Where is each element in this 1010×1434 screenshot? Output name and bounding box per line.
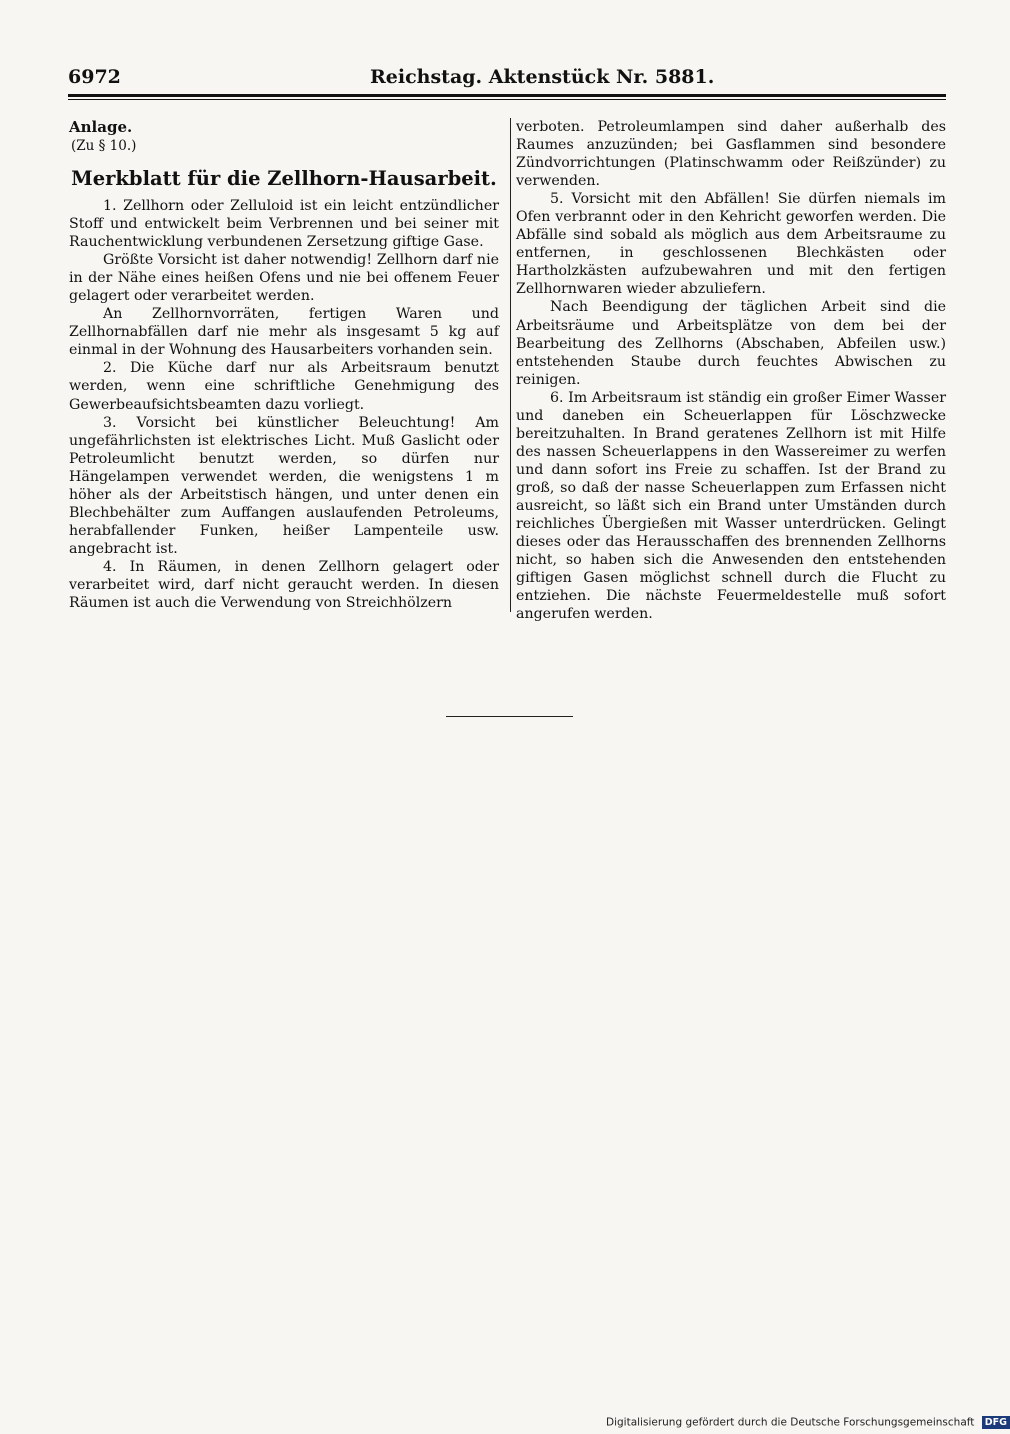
anlage-label: Anlage. [69,118,133,136]
paragraph: 6. Im Arbeitsraum ist ständig ein großer Eimer Wasser und daneben ein Scheuerlappen für Löschzwecke bereitzuhalten. In Brand geratenes Zellhorn ist mit Hilfe des nassen Scheuerlappens in den Wassereimer zu werfen und dann sofort ins Freie zu schaffen. Ist der Brand zu groß, so daß der nasse Scheuerlappen zum Erfassen nicht ausreicht, so läßt sich ein Brand unter Umständen durch reichliches Übergießen mit Wasser unterdrücken. Gelingt dieses oder das Herausschaffen des brennenden Zellhorns nicht, so haben sich die Anwesenden den entstehenden giftigen Gasen möglichst schnell durch die Flucht zu entziehen. Die nächste Feuermeldestelle muß sofort angerufen werden. [516,389,946,623]
header-rule [68,94,946,97]
paragraph: Nach Beendigung der täglichen Arbeit sind die Arbeitsräume und Arbeitsplätze von dem bei der Bearbeitung des Zellhorns (Abschaben, Abfeilen usw.) entstehenden Staube durch feuchtes Abwischen zu reinigen. [516,299,946,388]
paragraph: verboten. Petroleumlampen sind daher außerhalb des Raumes anzuzünden; bei Gasflammen sind besondere Zündvorrichtungen (Platinschwamm oder Reißzünder) zu verwenden. [516,119,946,190]
right-column [516,118,946,623]
paragraph: An Zellhornvorräten, fertigen Waren und Zellhornabfällen darf nie mehr als insgesamt 5 kg auf einmal in der Wohnung des Hausarbeiters vorhanden sein. [69,306,499,359]
paragraph: 5. Vorsicht mit den Abfällen! Sie dürfen niemals im Ofen verbrannt oder in den Kehricht geworfen werden. Die Abfälle sind sobald als möglich aus dem Arbeitsraume zu entfernen, in geschlossenen Blechkästen oder Hartholzkästen aufzubewahren und mit den fertigen Zellhornwaren wieder abzuliefern. [516,191,946,298]
page-number: 6972 [68,66,121,88]
anlage-reference: (Zu § 10.) [71,138,137,154]
paragraph: 1. Zellhorn oder Zelluloid ist ein leicht entzündlicher Stoff und entwickelt beim Verbrennen und bei seiner mit Rauchentwicklung verbundenen Zersetzung giftige Gase. [69,198,499,251]
footer-text: Digitalisierung gefördert durch die Deutsche Forschungsgemeinschaft [606,1416,975,1429]
paragraph: 3. Vorsicht bei künstlicher Beleuchtung! Am ungefährlichsten ist elektrisches Licht. Muß Gaslicht oder Petroleumlicht benutzt werden, so dürfen nur Hängelampen verwendet werden, die wenigstens 1 m höher als der Arbeitstisch hängen, und unter denen ein Blechbehälter zum Auffangen auslaufenden Petroleums, herabfallender Funken, heißer Lampenteile usw. angebracht ist. [69,414,499,557]
dfg-logo: DFG [982,1416,1010,1429]
running-header [68,62,948,92]
paragraph: Größte Vorsicht ist daher notwendig! Zellhorn darf nie in der Nähe eines heißen Ofens und nie bei offenem Feuer gelagert oder verarbeitet werden. [69,252,499,305]
paragraph: 2. Die Küche darf nur als Arbeitsraum benutzt werden, wenn eine schriftliche Genehmigung des Gewerbeaufsichtsbeamten dazu vorliegt. [69,360,499,413]
column-divider [510,118,511,612]
end-rule [446,716,573,717]
footer [606,1416,1007,1430]
header-rule-thin [68,99,946,100]
paragraph: 4. In Räumen, in denen Zellhorn gelagert oder verarbeitet wird, darf nicht geraucht werden. In diesen Räumen ist auch die Verwendung von Streichhölzern [69,558,499,612]
sheet-title: Merkblatt für die Zellhorn-Hausarbeit. [71,167,497,190]
running-title: Reichstag. Aktenstück Nr. 5881. [370,66,715,88]
left-column [69,118,499,612]
